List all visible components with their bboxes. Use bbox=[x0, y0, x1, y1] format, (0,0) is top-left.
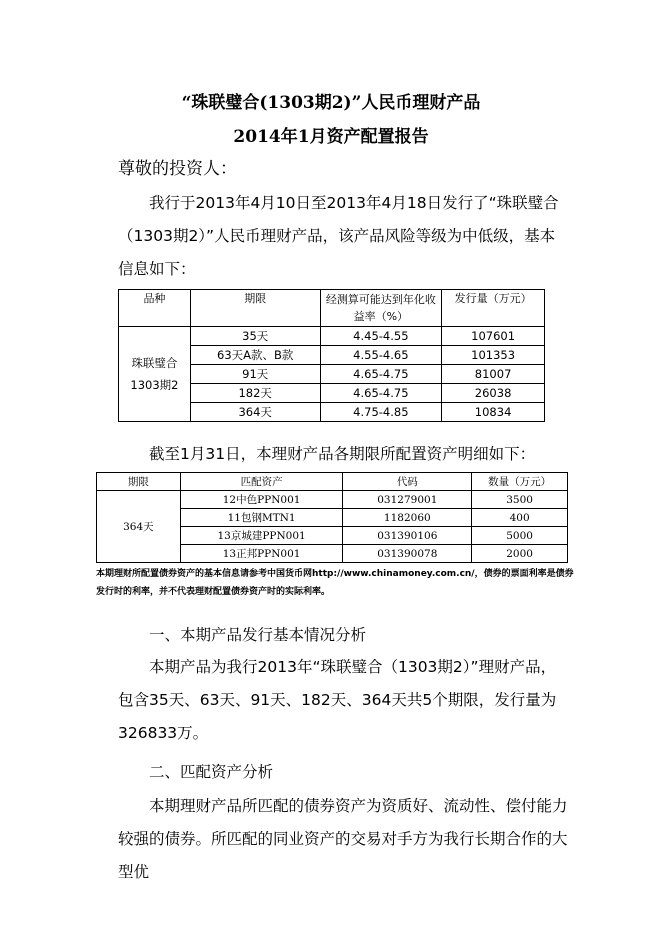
bond-info-note: 本期理财所配置债券资产的基本信息请参考中国货币网http://www.chinamoney.com.cn/，债券的票面利率是债券发行时的利率，并不代表理财配置债券资产时的实际利率。 bbox=[96, 569, 574, 597]
term-cell: 91天 bbox=[190, 365, 320, 384]
product-name-cell: 珠联璧合1303期2 bbox=[119, 327, 191, 422]
asset-intro-paragraph: 截至1月31日，本理财产品各期限所配置资产明细如下： bbox=[149, 445, 536, 463]
asset-cell: 13京城建PPN001 bbox=[180, 527, 343, 545]
product-info-table bbox=[118, 289, 545, 422]
code-cell: 1182060 bbox=[343, 509, 472, 527]
header-variety: 品种 bbox=[119, 290, 191, 327]
section1-heading: 一、本期产品发行基本情况分析 bbox=[149, 626, 367, 644]
term-cell: 182天 bbox=[190, 384, 320, 403]
amount-cell: 107601 bbox=[442, 327, 545, 346]
code-cell: 031390106 bbox=[343, 527, 472, 545]
table-header-row bbox=[97, 473, 568, 491]
amount-cell: 10834 bbox=[442, 403, 545, 422]
header-amount: 发行量（万元） bbox=[442, 290, 545, 327]
header-asset: 匹配资产 bbox=[180, 473, 343, 491]
quantity-cell: 3500 bbox=[472, 491, 568, 509]
header-term: 期限 bbox=[97, 473, 181, 491]
term-cell: 35天 bbox=[190, 327, 320, 346]
term-cell: 364天 bbox=[97, 491, 181, 563]
amount-cell: 81007 bbox=[442, 365, 545, 384]
header-code: 代码 bbox=[343, 473, 472, 491]
table-row bbox=[119, 327, 545, 346]
greeting: 尊敬的投资人： bbox=[118, 159, 237, 179]
code-cell: 031390078 bbox=[343, 545, 472, 563]
quantity-cell: 5000 bbox=[472, 527, 568, 545]
yield-cell: 4.65-4.75 bbox=[320, 365, 442, 384]
table-header-row bbox=[119, 290, 545, 327]
quantity-cell: 400 bbox=[472, 509, 568, 527]
asset-allocation-table bbox=[96, 472, 568, 563]
asset-cell: 11包钢MTN1 bbox=[180, 509, 343, 527]
report-title-line2: 2014年1月资产配置报告 bbox=[233, 127, 429, 147]
yield-cell: 4.75-4.85 bbox=[320, 403, 442, 422]
quantity-cell: 2000 bbox=[472, 545, 568, 563]
term-cell: 364天 bbox=[190, 403, 320, 422]
section2-body: 本期理财产品所匹配的债券资产为资质好、流动性、偿付能力较强的债券。所匹配的同业资产的交易对手方为我行长期合作的大型优 bbox=[118, 797, 568, 881]
code-cell: 031279001 bbox=[343, 491, 472, 509]
yield-cell: 4.55-4.65 bbox=[320, 346, 442, 365]
header-term: 期限 bbox=[190, 290, 320, 327]
intro-paragraph: 我行于2013年4月10日至2013年4月18日发行了“珠联璧合（1303期2）”人民币理财产品，该产品风险等级为中低级，基本信息如下： bbox=[118, 194, 559, 278]
header-quantity: 数量（万元） bbox=[472, 473, 568, 491]
report-title-line1: “珠联璧合(1303期2)”人民币理财产品 bbox=[181, 93, 481, 113]
term-cell: 63天A款、B款 bbox=[190, 346, 320, 365]
section1-body: 本期产品为我行2013年“珠联璧合（1303期2）”理财产品，包含35天、63天、91天、182天、364天共5个期限，发行量为326833万。 bbox=[118, 658, 557, 742]
asset-cell: 13正邦PPN001 bbox=[180, 545, 343, 563]
table-row bbox=[97, 491, 568, 509]
asset-cell: 12中色PPN001 bbox=[180, 491, 343, 509]
yield-cell: 4.45-4.55 bbox=[320, 327, 442, 346]
amount-cell: 26038 bbox=[442, 384, 545, 403]
amount-cell: 101353 bbox=[442, 346, 545, 365]
header-yield: 经测算可能达到年化收益率（%） bbox=[320, 290, 442, 327]
section2-heading: 二、匹配资产分析 bbox=[149, 763, 274, 781]
yield-cell: 4.65-4.75 bbox=[320, 384, 442, 403]
